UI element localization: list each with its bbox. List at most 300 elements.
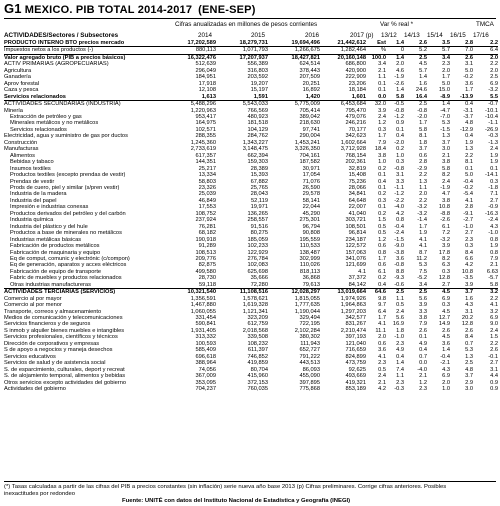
row-label: Construcción <box>4 139 38 146</box>
row-value: 2.0 <box>490 67 498 74</box>
row-value: 0.2 <box>378 191 386 198</box>
row-value: -1.9 <box>440 184 450 191</box>
row-value: 17,054 <box>302 172 320 179</box>
row-value: 16,892 <box>302 87 320 94</box>
row-value: 13,334 <box>198 172 216 179</box>
row-value: 0.1 <box>378 204 386 211</box>
row-value: 2.8 <box>465 40 473 46</box>
row-value: 339,508 <box>247 334 268 341</box>
row-label: Industria del plástico y del hule <box>10 223 88 230</box>
row-value: -0.2 <box>463 184 473 191</box>
row-value: 16.9 <box>392 321 404 328</box>
header-col-1514: 15/14 <box>427 32 443 39</box>
row-value: 722,195 <box>299 321 320 328</box>
row-value: 612,759 <box>247 321 268 328</box>
row-value: 0 <box>386 47 404 54</box>
row-label: Servicios relacionados <box>4 93 66 100</box>
row-value: 2.5 <box>490 74 498 81</box>
row-value: 108,501 <box>345 223 366 230</box>
row-value: 652,727 <box>299 347 320 354</box>
row-label: Manufacturas <box>4 146 39 153</box>
row-label: Fabricación de productos metálicos <box>10 243 100 250</box>
row-value: 246,216 <box>345 120 366 127</box>
row-value: 102,571 <box>195 126 216 133</box>
row-value: 92,625 <box>348 366 366 373</box>
row-value: -8.8 <box>440 210 450 217</box>
row-value: -9.1 <box>463 210 473 217</box>
row-value: 5.6 <box>419 295 427 302</box>
table-title: MEXICO. PIB TOTAL 2014-2017 <box>24 4 193 16</box>
row-value: 389,042 <box>299 113 320 120</box>
row-value: 3.6 <box>396 255 404 262</box>
row-label: Productos textiles (excepto prendas de vestir) <box>10 172 126 179</box>
row-value: 4.6 <box>396 67 404 74</box>
table-row <box>4 94 498 101</box>
row-value: 108,752 <box>195 210 216 217</box>
row-value: 12,028,297 <box>268 289 320 296</box>
row-value: 234,187 <box>345 236 366 243</box>
row-value: 122,929 <box>247 249 268 256</box>
table-period: (ENE-SEP) <box>198 4 256 16</box>
row-value: 2,018,568 <box>242 327 268 334</box>
row-value: 1,619,328 <box>242 302 268 309</box>
row-value: 2.6 <box>465 327 473 334</box>
row-value: 7.9 <box>490 255 498 262</box>
row-value: -2.2 <box>394 197 404 204</box>
row-value: 4.9 <box>396 347 404 354</box>
row-value: 473,759 <box>345 360 366 367</box>
row-value: 0.3 <box>442 302 450 309</box>
row-value: -2.0 <box>417 113 427 120</box>
row-value: 696,618 <box>195 353 216 360</box>
row-label: Productos a base de minerales no metálicos <box>10 230 122 237</box>
row-value: 2.4 <box>442 178 450 185</box>
row-value: 4.5 <box>427 289 450 296</box>
row-value: 17,202,589 <box>187 40 216 46</box>
row-value: 419,321 <box>345 379 366 386</box>
row-value: 716,659 <box>345 347 366 354</box>
row-value: 0.2 <box>396 146 404 153</box>
row-value: 19,207 <box>250 80 268 87</box>
row-value: 0.0 <box>378 93 386 100</box>
row-value: 1,356,591 <box>190 295 216 302</box>
row-value: 4.1 <box>358 268 366 275</box>
row-value: 0.3 <box>442 268 450 275</box>
row-value: -1.0 <box>394 334 404 341</box>
row-value: 59,118 <box>199 281 216 288</box>
row-value: 144,351 <box>195 159 216 166</box>
row-value: -1.9 <box>394 74 404 81</box>
row-value: 2.4 <box>490 327 498 334</box>
row-value: 187,582 <box>299 159 320 166</box>
row-value: 18,279,731 <box>239 40 268 46</box>
row-value: 3.7 <box>450 289 473 296</box>
row-value: -0.3 <box>488 133 498 140</box>
footnote-1: (*) Tasas calculadas a partir de las cifras del PIB a precios constantes (sin inflación) serie nueva año base 2013 (p) Cifras preliminares. Corrige cifras anteriores. Posibles <box>4 484 447 490</box>
row-value: 2.5 <box>404 54 427 61</box>
row-value: -0.2 <box>463 74 473 81</box>
row-value: 8.2 <box>442 172 450 179</box>
row-value: 1.7 <box>442 74 450 81</box>
row-value: 8.2 <box>442 255 450 262</box>
row-value: -5.4 <box>463 191 473 198</box>
row-value: 353,095 <box>195 379 216 386</box>
header-group-tmca: TMCA <box>476 21 494 28</box>
table-row <box>4 321 498 327</box>
row-value: 397,895 <box>299 379 320 386</box>
row-value: 97,741 <box>302 126 320 133</box>
row-value: 2.3 <box>378 360 386 367</box>
row-value: 72,280 <box>250 281 268 288</box>
row-value: -1.3 <box>488 139 498 146</box>
row-value: -0.4 <box>463 178 473 185</box>
document-title <box>4 1 256 16</box>
row-value: 22,007 <box>348 204 366 211</box>
row-value: 3.1 <box>465 61 473 68</box>
row-value: 28,043 <box>250 191 268 198</box>
row-value: 6.9 <box>442 373 450 380</box>
row-value: 7.0 <box>450 47 473 54</box>
row-value: 2.7 <box>465 230 473 237</box>
row-label: Prendas de vestir <box>10 178 55 185</box>
row-label: Servicios relacionados <box>10 126 67 133</box>
row-value: 110,533 <box>299 243 320 250</box>
row-value: 237,924 <box>195 217 216 224</box>
row-value: 0.9 <box>490 379 498 386</box>
row-value: 1,343,227 <box>242 139 268 146</box>
row-value: 108,513 <box>195 249 216 256</box>
row-value: 1,467,880 <box>190 302 216 309</box>
table-row <box>4 101 498 108</box>
row-value: -10.1 <box>485 107 498 114</box>
row-label: ACTIVIDADES TERCIARIAS (SERVICIOS) <box>4 289 164 296</box>
row-value: 2.0 <box>473 54 498 61</box>
row-value: 3.7 <box>419 146 427 153</box>
row-value: 303,721 <box>345 217 366 224</box>
row-value: 41,040 <box>348 210 366 217</box>
row-value: 2.6 <box>442 327 450 334</box>
row-value: 2.3 <box>396 340 404 347</box>
row-value: 853,189 <box>345 386 366 393</box>
table-row <box>4 360 498 366</box>
row-value: 0.4 <box>378 178 386 185</box>
row-value: -1.2 <box>394 191 404 198</box>
row-value: 0.3 <box>378 197 386 204</box>
row-label: Eq de comput, comunic y electrónic (c/compon) <box>10 255 130 262</box>
row-value: 12,108 <box>198 87 216 94</box>
row-value: 58,141 <box>302 197 320 204</box>
row-value: 0.8 <box>490 249 498 256</box>
row-label: Insumos textiles <box>10 165 51 172</box>
row-value: 0.3 <box>378 126 386 133</box>
row-value: 1.8 <box>396 327 404 334</box>
row-value: 0.1 <box>378 80 386 87</box>
row-value: 480,923 <box>247 113 268 120</box>
header-group-millions: Cifras anualizadas en millones de pesos corrientes <box>175 21 318 28</box>
row-value: Est <box>377 40 386 46</box>
row-value: -1.0 <box>488 230 498 237</box>
top-rule <box>4 18 496 19</box>
row-value: 824,899 <box>345 353 366 360</box>
row-value: 0.0 <box>419 360 427 367</box>
row-value: 378,443 <box>299 67 320 74</box>
row-label: Minerales metálicos y no metálicos <box>10 120 99 127</box>
table-row <box>4 172 498 178</box>
row-value: -12.9 <box>460 126 473 133</box>
row-value: -2.9 <box>417 165 427 172</box>
row-value: 5.3 <box>419 262 427 269</box>
row-value: 4.2 <box>396 210 404 217</box>
row-value: 0.6 <box>378 340 386 347</box>
row-value: 8.4 <box>465 334 473 341</box>
row-value: -0.9 <box>488 204 498 211</box>
row-value: 8.4 <box>465 249 473 256</box>
row-value: 3.0 <box>465 386 473 393</box>
row-value: 67,882 <box>250 178 268 185</box>
row-value: 2.3 <box>419 386 427 393</box>
row-value: 258,557 <box>247 217 268 224</box>
row-value: 15,197 <box>250 87 268 94</box>
row-value: 122,572 <box>345 243 366 250</box>
row-value: 74,056 <box>198 366 216 373</box>
footnote-source: Fuente: UNITÉ con datos del Instituto Nacional de Estadística y Geografía (INEGI) <box>122 498 351 504</box>
table-row <box>4 250 498 256</box>
row-value: 111,943 <box>300 340 320 347</box>
row-value: -0.8 <box>417 107 427 114</box>
row-value: 5.8 <box>396 93 404 100</box>
row-value: 195,559 <box>299 236 320 243</box>
row-value: 9.8 <box>378 295 386 302</box>
table-code: G1 <box>4 1 22 16</box>
row-value: 23,326 <box>198 184 216 191</box>
row-value: 3.1 <box>490 366 498 373</box>
row-value: 1.4 <box>419 74 427 81</box>
row-value: 17,918 <box>198 80 216 87</box>
row-label: Bebidas y tabaco <box>10 159 54 166</box>
row-value: 6.9 <box>442 295 450 302</box>
row-value: 397,193 <box>345 334 366 341</box>
row-value: 104,129 <box>247 126 268 133</box>
row-value: 157,063 <box>345 249 366 256</box>
row-value: 5.7 <box>419 67 427 74</box>
row-value: -26.9 <box>485 126 498 133</box>
row-value: 3.6 <box>378 347 386 354</box>
header-col-2014: 2014 <box>198 32 213 39</box>
row-value: 2.6 <box>419 327 427 334</box>
row-value: -0.8 <box>394 262 404 269</box>
row-value: 80,275 <box>250 230 268 237</box>
row-value: 18,184 <box>348 87 366 94</box>
table-row <box>4 54 498 61</box>
row-value: 2.7 <box>490 197 498 204</box>
row-value: 3,148,475 <box>242 146 268 153</box>
row-value: 8.1 <box>419 133 427 140</box>
table-row <box>4 230 498 236</box>
row-value: 2.3 <box>465 236 473 243</box>
row-value: -3.5 <box>463 275 473 282</box>
row-value: 590,841 <box>195 321 216 328</box>
row-value: 91,289 <box>198 243 216 250</box>
row-value: 4.3 <box>490 223 498 230</box>
row-value: 1.6 <box>465 295 473 302</box>
table-row <box>4 262 498 268</box>
row-value: 0.1 <box>378 87 386 94</box>
row-value: 84,142 <box>348 281 366 288</box>
row-value: 0.1 <box>378 184 386 191</box>
row-value: 91,516 <box>250 223 268 230</box>
row-value: 1.4 <box>396 87 404 94</box>
row-label: Servicios de salud y de asistencia social <box>4 360 106 367</box>
row-value: 1.2 <box>378 120 386 127</box>
row-value: 121,699 <box>345 262 366 269</box>
row-value: 9.0 <box>490 321 498 328</box>
row-value: 4.2 <box>465 262 473 269</box>
row-value: 290,004 <box>299 133 320 140</box>
row-value: 3.5 <box>442 40 450 46</box>
row-value: 0.5 <box>378 230 386 237</box>
row-value: 2.8 <box>465 204 473 211</box>
row-value: 1.5 <box>378 217 386 224</box>
row-value: 5.6 <box>396 315 404 322</box>
row-value: -0.4 <box>394 223 404 230</box>
row-value: 1.9 <box>465 139 473 146</box>
row-value: 45,290 <box>302 210 320 217</box>
table-row <box>4 282 498 289</box>
row-value: 1.3 <box>465 353 473 360</box>
header-col-2015: 2015 <box>251 32 266 39</box>
row-value: -9.0 <box>394 243 404 250</box>
row-value: 4.4 <box>490 373 498 380</box>
row-value: 12.8 <box>438 275 450 282</box>
row-value: 2.1 <box>378 379 386 386</box>
row-value: 1,297,203 <box>340 308 366 315</box>
row-value: 18,427,821 <box>268 54 320 61</box>
row-value: 26,590 <box>302 184 320 191</box>
row-label: Impresión e industrias conexas <box>10 204 89 211</box>
row-label: Fabricación de equipo de transporte <box>10 268 102 275</box>
row-value: 2.0 <box>396 61 404 68</box>
row-value: 1,220,963 <box>190 107 216 114</box>
row-value: 2.4 <box>378 373 386 380</box>
row-value: 3.8 <box>419 315 427 322</box>
row-label: Extracción de petróleo y gas <box>10 113 82 120</box>
row-value: 0.3 <box>396 159 404 166</box>
row-value: 0.6 <box>378 243 386 250</box>
row-value: 479,076 <box>345 113 366 120</box>
header-col-2017: 2017 (p) <box>350 32 374 39</box>
row-value: -8.9 <box>440 93 450 100</box>
table-row <box>4 61 498 67</box>
row-value: 499,580 <box>195 268 216 275</box>
row-label: Industria química <box>10 217 54 224</box>
row-value: 2.7 <box>490 360 498 367</box>
row-label: Fabricación de maquinaria y equipo <box>10 249 101 256</box>
row-value: -2.4 <box>394 230 404 237</box>
row-value: -16.3 <box>485 210 498 217</box>
row-value: 4.1 <box>378 321 386 328</box>
row-value: 880,113 <box>164 47 216 54</box>
row-value: 19,971 <box>250 204 268 211</box>
row-value: -2.0 <box>394 139 404 146</box>
row-value: -0.8 <box>394 165 404 172</box>
row-label: Servicios profesionales, científicos y técnicos <box>4 334 118 341</box>
row-value: 331,454 <box>195 315 216 322</box>
row-value: 0.1 <box>419 334 427 341</box>
row-value: 2.3 <box>396 379 404 386</box>
row-value: 6.1 <box>378 268 386 275</box>
row-value: -4.0 <box>417 366 427 373</box>
row-value: 64,648 <box>348 197 366 204</box>
row-value: 1,591 <box>253 93 268 100</box>
row-value: 11.1 <box>375 327 386 334</box>
row-value: 102,083 <box>247 262 268 269</box>
row-value: 746,852 <box>247 353 268 360</box>
row-value: 1.9 <box>490 243 498 250</box>
row-value: -1.8 <box>488 184 498 191</box>
row-value: -2.6 <box>394 80 404 87</box>
row-value: 5,488,296 <box>164 101 216 108</box>
row-value: -3.1 <box>463 107 473 114</box>
row-label: Ganadería <box>4 74 31 81</box>
table-row <box>4 243 498 249</box>
row-value: 1,974,926 <box>340 295 366 302</box>
row-value: 1.7 <box>378 133 386 140</box>
table-row <box>4 204 498 210</box>
row-value: 2.0 <box>442 379 450 386</box>
row-value: 4.1 <box>419 236 427 243</box>
row-value: 4.1 <box>419 243 427 250</box>
row-label: Aprov forestal <box>4 80 40 87</box>
row-value: 86,093 <box>302 366 320 373</box>
row-value: -9.3 <box>394 275 404 282</box>
row-value: 1.1 <box>378 74 386 81</box>
row-value: 831,267 <box>345 321 366 328</box>
row-value: 1.4 <box>386 54 404 61</box>
row-value: 2,102,284 <box>294 327 320 334</box>
row-value: 512,639 <box>195 61 216 68</box>
row-value: 1.7 <box>419 120 427 127</box>
table-row <box>4 373 498 379</box>
row-value: 1.9 <box>490 152 498 159</box>
row-value: 1.0 <box>396 152 404 159</box>
table-row <box>4 334 498 340</box>
row-value: 35,666 <box>250 275 268 282</box>
row-value: 5.8 <box>490 281 498 288</box>
header-col-1615: 16/15 <box>450 32 466 39</box>
row-value: 5.0 <box>465 67 473 74</box>
table-row <box>4 47 498 54</box>
row-value: 2.2 <box>490 40 498 46</box>
row-value: 1.1 <box>396 295 404 302</box>
row-value: -2.4 <box>488 217 498 224</box>
row-value: 0.1 <box>490 165 498 172</box>
row-value: 7.4 <box>396 366 404 373</box>
row-value: 19,694,496 <box>291 40 320 46</box>
row-value: 110,026 <box>299 262 320 269</box>
row-value: 0.5 <box>396 302 404 309</box>
table-row <box>4 289 498 296</box>
row-value: 2.4 <box>490 146 498 153</box>
row-value: 1.9 <box>490 159 498 166</box>
row-value: 136,265 <box>247 210 268 217</box>
row-value: 164,975 <box>195 120 216 127</box>
row-value: 766,569 <box>247 107 268 114</box>
table-row <box>4 347 498 353</box>
row-value: 611,397 <box>247 347 268 354</box>
row-label: Comercio al por mayor <box>4 295 62 302</box>
row-value: 0.1 <box>465 165 473 172</box>
row-value: 296,049 <box>195 67 216 74</box>
